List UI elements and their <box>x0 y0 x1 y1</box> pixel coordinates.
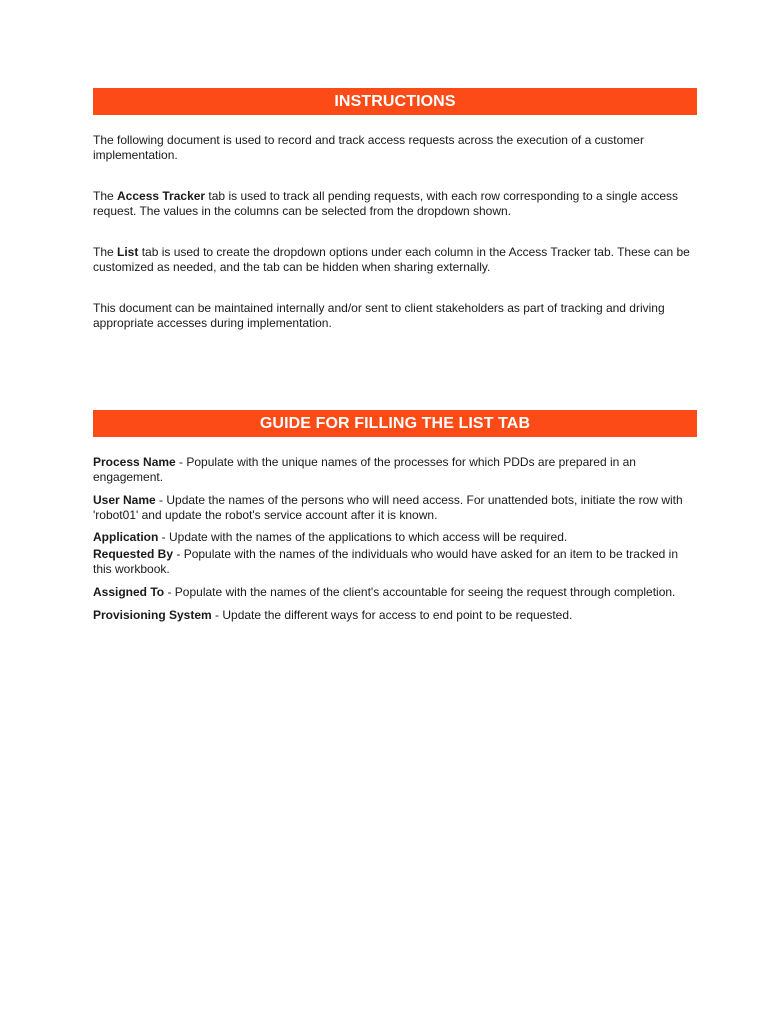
guide-term: Application <box>93 530 159 544</box>
guide-item-requested-by <box>93 547 697 577</box>
guide-desc: - Populate with the names of the individuals who would have asked for an item to be tracked in this workbook. <box>93 547 678 576</box>
guide-item-process-name <box>93 455 697 485</box>
guide-desc: - Populate with the unique names of the processes for which PDDs are prepared in an engagement. <box>93 455 636 484</box>
guide-item-user-name <box>93 493 697 523</box>
guide-banner: GUIDE FOR FILLING THE LIST TAB <box>93 410 697 437</box>
guide-term: Requested By <box>93 547 174 561</box>
p2-suffix: tab is used to track all pending requests, with each row corresponding to a single access request. The values in the columns can be selected from the dropdown shown. <box>93 189 679 218</box>
instructions-paragraph-1: The following document is used to record and track access requests across the execution of a customer implementation. <box>93 133 644 162</box>
instructions-section <box>93 88 697 331</box>
p3-prefix: The <box>93 245 118 259</box>
guide-item-application <box>93 530 697 545</box>
guide-term: User Name <box>93 493 156 507</box>
guide-term: Process Name <box>93 455 176 469</box>
access-tracker-term: Access Tracker <box>117 189 206 203</box>
p2-prefix: The <box>93 189 118 203</box>
guide-term: Assigned To <box>93 585 165 599</box>
guide-term: Provisioning System <box>93 608 212 622</box>
guide-item-assigned-to <box>93 585 697 600</box>
guide-item-provisioning-system <box>93 608 697 623</box>
p3-suffix: tab is used to create the dropdown options under each column in the Access Tracker tab. These can be customized as needed, and the tab can be hidden when sharing externally. <box>93 245 690 274</box>
instructions-paragraph-4: This document can be maintained internally and/or sent to client stakeholders as part of tracking and driving appropriate accesses during implementation. <box>93 301 665 330</box>
guide-desc: - Update with the names of the applications to which access will be required. <box>158 530 568 544</box>
guide-desc: - Populate with the names of the client's accountable for seeing the request through completion. <box>164 585 676 599</box>
guide-desc: - Update the names of the persons who will need access. For unattended bots, initiate the row with 'robot01' and update the robot's service account after it is known. <box>93 493 683 522</box>
guide-desc: - Update the different ways for access to end point to be requested. <box>211 608 573 622</box>
instructions-paragraph-3 <box>93 245 697 275</box>
instructions-banner: INSTRUCTIONS <box>93 88 697 115</box>
document-page <box>93 88 697 623</box>
guide-list <box>93 455 697 623</box>
list-term: List <box>117 245 139 259</box>
instructions-paragraph-2 <box>93 189 697 219</box>
guide-section <box>93 410 697 623</box>
